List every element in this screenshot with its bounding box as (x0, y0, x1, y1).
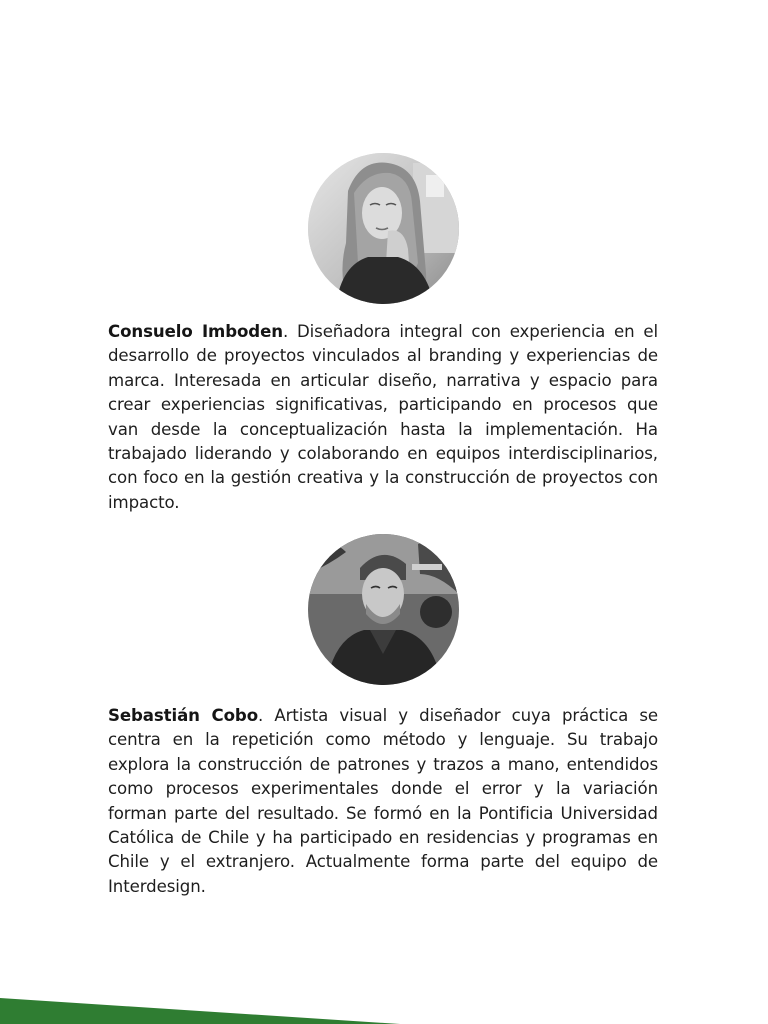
decorative-green-band (0, 974, 768, 1024)
profile-photo-sebastian (308, 534, 459, 685)
bio-name: Consuelo Imboden (108, 322, 283, 341)
portrait-man-photo (308, 534, 459, 685)
bio-name: Sebastián Cobo (108, 706, 258, 725)
bio-text: . Diseñadora integral con experiencia en el desarrollo de proyectos vinculados al branding y experiencias de marca. Interesada en articular diseño, narrativa y espacio para crear experiencias significativas, participando en procesos que van desde la conceptualización hasta la implementación. Ha trabajado liderando y colaborando en equipos interdisciplinarios, con foco en la gestión creativa y la construcción de proyectos con impacto. (108, 322, 658, 512)
bio-text: . Artista visual y diseñador cuya práctica se centra en la repetición como método y lenguaje. Su trabajo explora la construcción de patrones y trazos a mano, entendidos como procesos experimentales donde el error y la variación forman parte del resultado. Se formó en la Pontificia Universidad Católica de Chile y ha participado en residencias y programas en Chile y el extranjero. Actualmente forma parte del equipo de Interdesign. (108, 706, 658, 896)
bio-sebastian (108, 704, 658, 899)
bio-consuelo (108, 320, 658, 515)
green-wedge-shape (0, 974, 768, 1024)
profile-photo-consuelo (308, 153, 459, 304)
portrait-woman-photo (308, 153, 459, 304)
